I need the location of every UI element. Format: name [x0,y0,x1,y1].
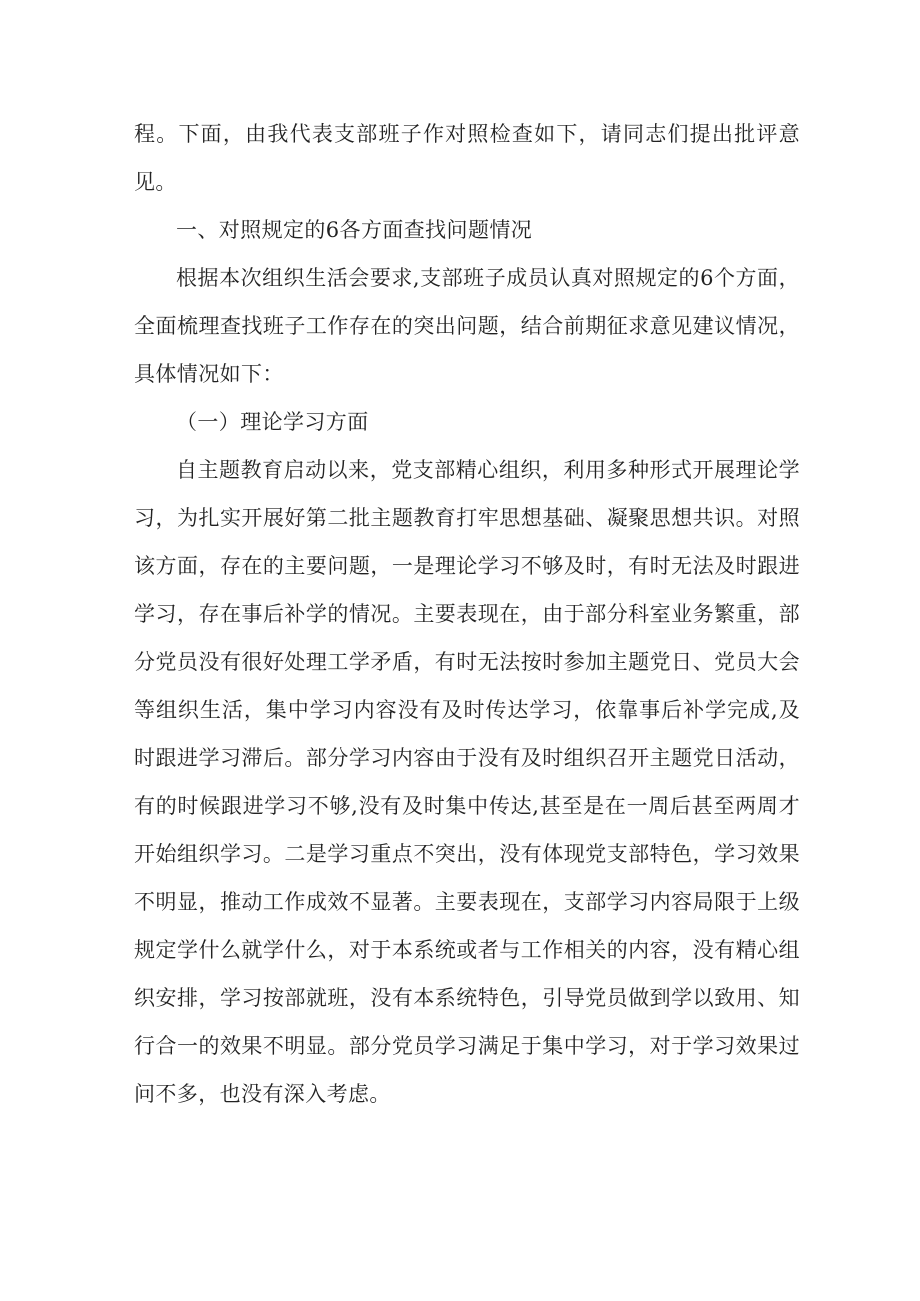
paragraph-intro-continuation: 程。下面，由我代表支部班子作对照检查如下，请同志们提出批评意见。 [134,122,800,194]
paragraph-section-intro: 根据本次组织生活会要求,支部班子成员认真对照规定的6个方面，全面梳理查找班子工作存在的突出问题，结合前期征求意见建议情况，具体情况如下： [134,266,800,386]
document-body [134,110,800,1118]
subsection-heading: （一）理论学习方面 [176,410,369,434]
section-heading: 一、对照规定的6各方面查找问题情况 [176,218,533,242]
paragraph-subsection-body: 自主题教育启动以来，党支部精心组织，利用多种形式开展理论学习，为扎实开展好第二批主题教育打牢思想基础、凝聚思想共识。对照该方面，存在的主要问题，一是理论学习不够及时，有时无法及时跟进学习，存在事后补学的情况。主要表现在，由于部分科室业务繁重，部分党员没有很好处理工学矛盾，有时无法按时参加主题党日、党员大会等组织生活，集中学习内容没有及时传达学习，依靠事后补学完成,及时跟进学习滞后。部分学习内容由于没有及时组织召开主题党日活动，有的时候跟进学习不够,没有及时集中传达,甚至是在一周后甚至两周才开始组织学习。二是学习重点不突出，没有体现党支部特色，学习效果不明显，推动工作成效不显著。主要表现在，支部学习内容局限于上级规定学什么就学什么，对于本系统或者与工作相关的内容，没有精心组织安排，学习按部就班，没有本系统特色，引导党员做到学以致用、知行合一的效果不明显。部分党员学习满足于集中学习，对于学习效果过问不多，也没有深入考虑。 [134,458,800,1106]
